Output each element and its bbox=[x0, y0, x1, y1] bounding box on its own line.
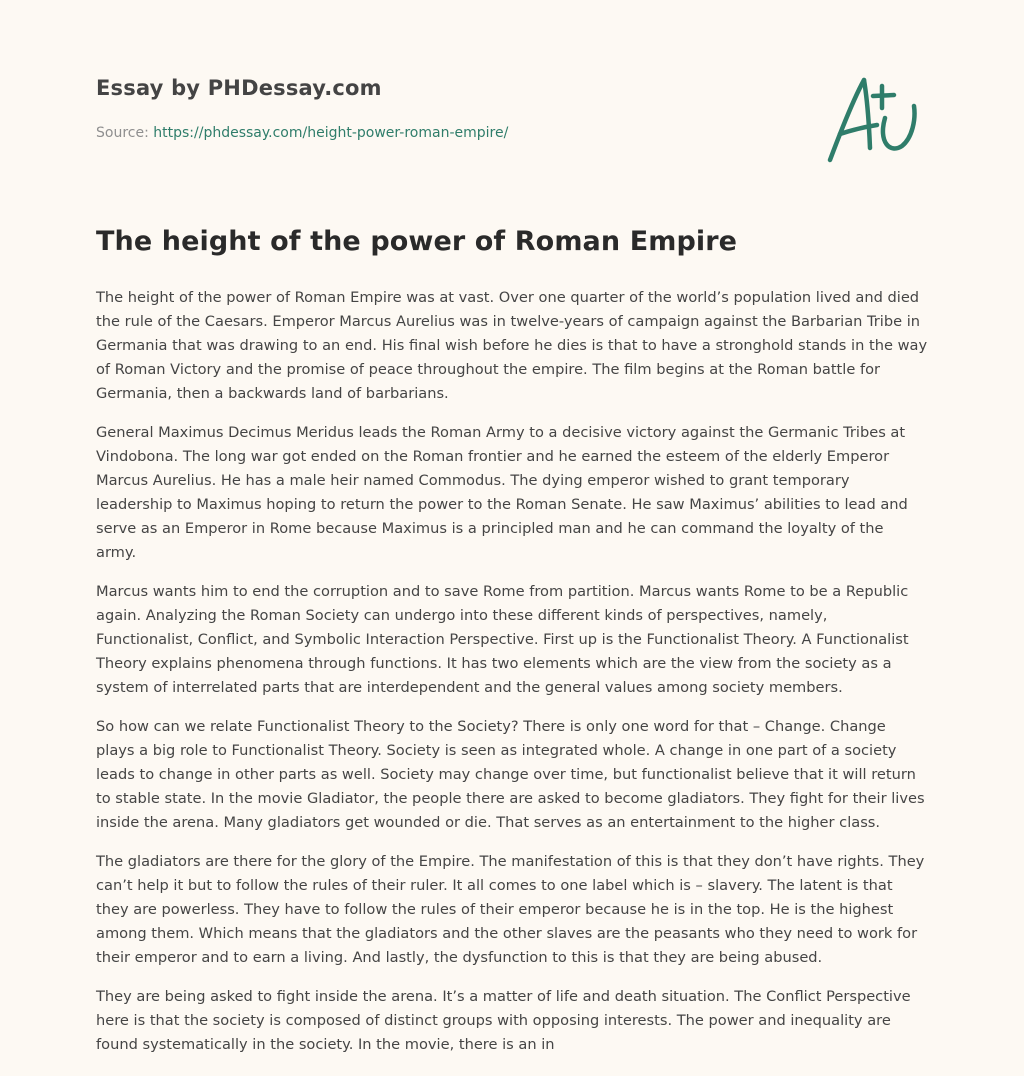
essay-title: The height of the power of Roman Empire bbox=[96, 226, 738, 257]
source-label: Source: bbox=[96, 125, 154, 141]
source-link[interactable]: https://phdessay.com/height-power-roman-empire/ bbox=[153, 125, 509, 141]
site-brand: Essay by PHDessay.com bbox=[96, 76, 382, 100]
essay-paragraph: The height of the power of Roman Empire was at vast. Over one quarter of the world’s population lived and died the rule of the Caesars. Emperor Marcus Aurelius was in twelve-years of campaign against the Barbarian Tribe in Germania that was drawing to an end. His final wish before he dies is that to have a stronghold stands in the way of Roman Victory and the promise of peace throughout the empire. The film begins at the Roman battle for Germania, then a backwards land of barbarians. bbox=[96, 289, 928, 402]
source-line bbox=[96, 125, 508, 141]
essay-paragraph: So how can we relate Functionalist Theory to the Society? There is only one word for that – Change. Change plays a big role to Functionalist Theory. Society is seen as integrated whole. A change in one part of a society leads to change in other parts as well. Society may change over time, but functionalist believe that it will return to stable state. In the movie Gladiator, the people there are asked to become gladiators. They fight for their lives inside the arena. Many gladiators get wounded or die. That serves as an entertainment to the higher class. bbox=[96, 718, 925, 831]
essay-paragraph: They are being asked to fight inside the arena. It’s a matter of life and death situation. The Conflict Perspective here is that the society is composed of distinct groups with opposing interests. The power and inequality are found systematically in the society. In the movie, there is an in bbox=[96, 988, 911, 1053]
essay-header bbox=[96, 76, 936, 141]
a-plus-grade-icon bbox=[820, 68, 930, 168]
essay-paragraph: Marcus wants him to end the corruption and to save Rome from partition. Marcus wants Rome to be a Republic again. Analyzing the Roman Society can undergo into these different kinds of perspectives, namely, Functionalist, Conflict, and Symbolic Interaction Perspective. First up is the Functionalist Theory. A Functionalist Theory explains phenomena through functions. It has two elements which are the view from the society as a system of interrelated parts that are interdependent and the general values among society members. bbox=[96, 583, 909, 696]
essay-paragraph: The gladiators are there for the glory of the Empire. The manifestation of this is that they don’t have rights. They can’t help it but to follow the rules of their ruler. It all comes to one label which is – slavery. The latent is that they are powerless. They have to follow the rules of their emperor because he is in the top. He is the highest among them. Which means that the gladiators and the other slaves are the peasants who they need to work for their emperor and to earn a living. And lastly, the dysfunction to this is that they are being abused. bbox=[96, 853, 925, 966]
essay-body bbox=[96, 286, 928, 1072]
essay-paragraph: General Maximus Decimus Meridus leads the Roman Army to a decisive victory against the Germanic Tribes at Vindobona. The long war got ended on the Roman frontier and he earned the esteem of the elderly Emperor Marcus Aurelius. He has a male heir named Commodus. The dying emperor wished to grant temporary leadership to Maximus hoping to return the power to the Roman Senate. He saw Maximus’ abilities to lead and serve as an Emperor in Rome because Maximus is a principled man and he can command the loyalty of the army. bbox=[96, 424, 908, 561]
